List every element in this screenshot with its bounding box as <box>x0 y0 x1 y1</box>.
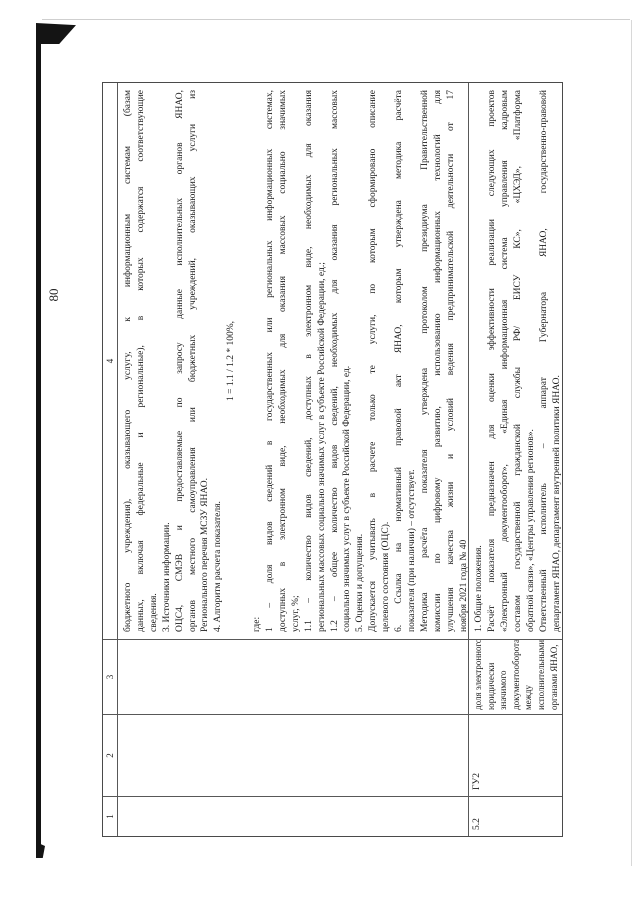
text-line: доля электронного <box>473 639 483 710</box>
rowA-cell-number <box>118 796 469 836</box>
text-line: документооборота <box>510 639 521 710</box>
text-line: доступных в электронном виде, необходимых для оказания массовых социально значимых <box>277 90 288 632</box>
text-line: 1. Общие положения. <box>474 545 484 632</box>
text-line: сведения. <box>148 593 159 632</box>
text-line: социально значимых услуг в субъекте Российской Федерации, ед. <box>342 365 353 632</box>
text-line: Регионального перечня МСЗУ ЯНАО. <box>200 477 211 632</box>
page-number: 80 <box>46 288 61 302</box>
methodology-table <box>102 82 563 837</box>
text-line: где: <box>252 616 263 632</box>
text-line: 1 – доля видов сведений в государственных или региональных информационных системах, <box>264 90 275 632</box>
rowA-cell-methodology <box>118 83 469 639</box>
text-line: 3. Источники информации. <box>161 522 172 632</box>
text-line: органами ЯНАО, <box>548 644 559 710</box>
text-line: «Электронный документооборот», «Единая информационная система управления кадровым <box>500 90 510 632</box>
text-line: комиссии по цифровому развитию, использованию информационных технологий для <box>432 90 443 632</box>
rowB-cell-methodology <box>469 83 562 639</box>
text-line: данных, включая федеральные и региональные), в которых содержатся соответствующие <box>135 90 146 632</box>
header-cell-3: 3 <box>103 639 118 714</box>
text-line: Ответственный исполнитель – аппарат Губернатора ЯНАО, государственно-правовой <box>539 90 549 632</box>
text-line: бюджетного учреждения), оказывающего услугу, к информационным системам (базам <box>123 90 133 632</box>
text-line <box>238 90 251 632</box>
text-line: Допускается учитывать в расчете только те услуги, по которым сформировано описание <box>368 90 379 632</box>
text-line: 4. Алгоритм расчета показателя. <box>213 501 224 632</box>
text-line: органов местного самоуправления или бюджетных учреждений, оказывающих услуги из <box>187 90 198 632</box>
text-line: 6. Ссылка на нормативный правовой акт ЯНАО, которым утверждена методика расчёта <box>394 90 405 632</box>
rowB-cell-code: ГУ2 <box>469 714 562 796</box>
text-line: 1.2 – общее количество видов сведений, необходимых для оказания региональных массовых <box>329 90 340 632</box>
text-line: составом государственной гражданской службы РФ/ ЕИСУ КС», «ЦХЭД», «Платформа <box>513 90 523 632</box>
text-line: исполнительными <box>535 639 546 710</box>
text-line: услуг, %; <box>290 595 301 632</box>
text-line: ноября 2021 года № 40 <box>458 539 469 632</box>
text-line: 1 = 1.1 / 1.2 * 100%, <box>226 320 237 402</box>
rowA-cell-code <box>118 714 469 796</box>
rowA-cell-indicator <box>118 639 469 714</box>
header-cell-2: 2 <box>103 714 118 796</box>
text-line: значимого <box>498 670 509 710</box>
rowB-cell-number: 5.2 <box>469 796 562 836</box>
text-line: ОЦС4, СМЭВ и предоставляемые по запросу данные исполнительных органов ЯНАО, <box>174 90 185 632</box>
text-line: Расчёт показателя предназначен для оценки эффективности реализации следующих проектов <box>487 90 497 632</box>
text-line: обратной связи», «Центры управления регионов». <box>526 429 536 632</box>
text-line: 1.1 – количество видов сведений, доступных в электронном виде, необходимых для оказания <box>303 90 314 632</box>
text-line: 5. Оценки и допущения. <box>355 533 366 632</box>
header-cell-4: 4 <box>103 83 118 639</box>
text-line: между <box>523 685 534 710</box>
text-line: улучшения качества жизни и условий ведения предпринимательской деятельности от 17 <box>445 90 456 632</box>
text-line: юридически <box>485 662 496 710</box>
text-line: департамент ЯНАО, департамент внутренней политики ЯНАО. <box>552 375 562 632</box>
text-line: показателя (при наличии) – отсутствует. <box>406 469 417 632</box>
rowB-cell-indicator <box>469 639 562 714</box>
text-line: региональных массовых социально значимых услуг в субъекте Российской Федерации, ед.; <box>316 262 327 632</box>
header-cell-1: 1 <box>103 796 118 836</box>
text-line: Методика расчёта показателя утверждена протоколом президиума Правительственной <box>419 90 430 632</box>
text-line: целевого состояния (ОЦС). <box>381 521 392 632</box>
